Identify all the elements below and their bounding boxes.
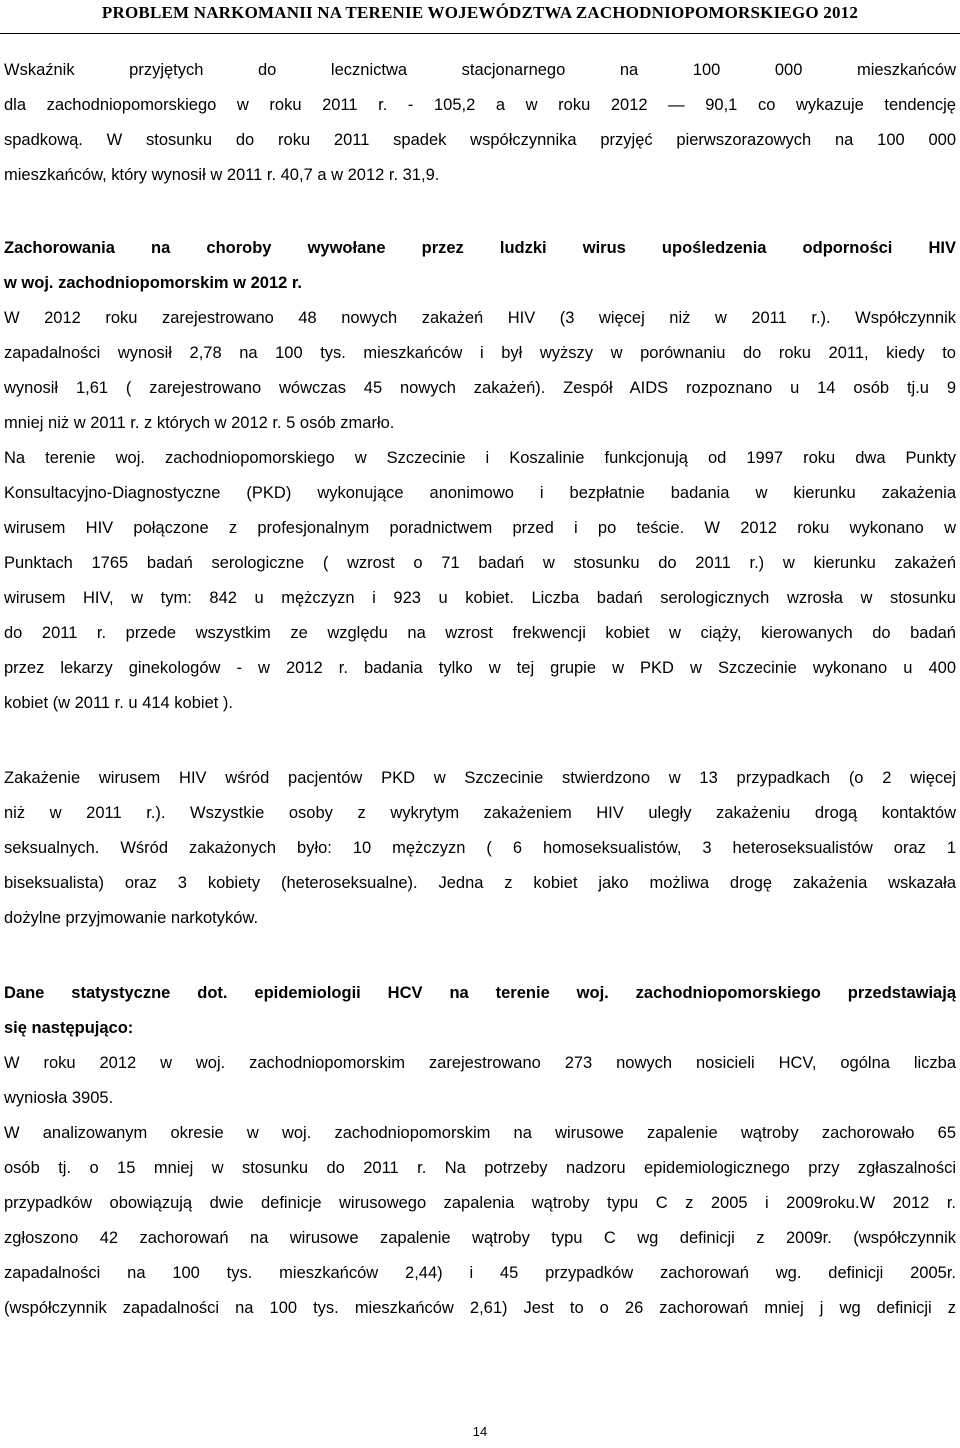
spacer	[4, 936, 956, 976]
text-line: Konsultacyjno-Diagnostyczne (PKD) wykonujące anonimowo i bezpłatnie badania w kierunku zakażenia	[4, 484, 956, 502]
heading-line: Dane statystyczne dot. epidemiologii HCV na terenie woj. zachodniopomorskiego przedstawiają	[4, 984, 956, 1002]
text-line: Na terenie woj. zachodniopomorskiego w Szczecinie i Koszalinie funkcjonują od 1997 roku dwa Punkty	[4, 449, 956, 467]
spacer	[4, 193, 956, 231]
text-line: wirusem HIV, w tym: 842 u mężczyzn i 923 u kobiet. Liczba badań serologicznych wzrosła w stosunku	[4, 589, 956, 607]
heading-line: się następująco:	[4, 1019, 134, 1037]
heading-hcv	[4, 976, 956, 1046]
text-line: zapadalności wynosił 2,78 na 100 tys. mieszkańców i był wyższy w porównaniu do roku 2011, kiedy to	[4, 344, 956, 362]
text-line: Wskaźnik przyjętych do lecznictwa stacjonarnego na 100 000 mieszkańców	[4, 61, 956, 79]
text-line: W 2012 roku zarejestrowano 48 nowych zakażeń HIV (3 więcej niż w 2011 r.). Współczynnik	[4, 309, 956, 327]
text-line: spadkową. W stosunku do roku 2011 spadek współczynnika przyjęć pierwszorazowych na 100 000	[4, 131, 956, 149]
text-line: zgłoszono 42 zachorowań na wirusowe zapalenie wątroby typu C wg definicji z 2009r. (współczynnik	[4, 1229, 956, 1247]
text-line: Punktach 1765 badań serologiczne ( wzrost o 71 badań w stosunku do 2011 r.) w kierunku zakażeń	[4, 554, 956, 572]
text-line: zapadalności na 100 tys. mieszkańców 2,44) i 45 przypadków zachorowań wg. definicji 2005r.	[4, 1264, 956, 1282]
text-line: kobiet (w 2011 r. u 414 kobiet ).	[4, 694, 233, 712]
text-line: dożylne przyjmowanie narkotyków.	[4, 909, 259, 927]
text-line: osób tj. o 15 mniej w stosunku do 2011 r. Na potrzeby nadzoru epidemiologicznego przy zgłaszalności	[4, 1159, 956, 1177]
paragraph-hcv-carriers	[4, 1046, 956, 1116]
paragraph-admissions-rate	[4, 53, 956, 193]
heading-hiv	[4, 231, 956, 301]
paragraph-pkd-infections	[4, 761, 956, 936]
text-line: niż w 2011 r.). Wszystkie osoby z wykrytym zakażeniem HIV uległy zakażeniu drogą kontaktów	[4, 804, 956, 822]
text-line: przypadków obowiązują dwie definicje wirusowego zapalenia wątroby typu C z 2005 i 2009roku.W 2012 r.	[4, 1194, 956, 1212]
text-line: biseksualista) oraz 3 kobiety (heteroseksualne). Jedna z kobiet jako możliwa drogę zakażenia wskazała	[4, 874, 956, 892]
text-line: Zakażenie wirusem HIV wśród pacjentów PKD w Szczecinie stwierdzono w 13 przypadkach (o 2 więcej	[4, 769, 956, 787]
running-header: PROBLEM NARKOMANII NA TERENIE WOJEWÓDZTWA ZACHODNIOPOMORSKIEGO 2012	[0, 0, 960, 34]
text-line: mieszkańców, który wynosił w 2011 r. 40,7 a w 2012 r. 31,9.	[4, 166, 440, 184]
text-line: wirusem HIV połączone z profesjonalnym poradnictwem przed i po teście. W 2012 roku wykonano w	[4, 519, 956, 537]
text-line: do 2011 r. przede wszystkim ze względu na wzrost frekwencji kobiet w ciąży, kierowanych do badań	[4, 624, 956, 642]
text-line: W roku 2012 w woj. zachodniopomorskim zarejestrowano 273 nowych nosicieli HCV, ogólna liczba	[4, 1054, 956, 1072]
text-line: dla zachodniopomorskiego w roku 2011 r. - 105,2 a w roku 2012 ― 90,1 co wykazuje tendencję	[4, 96, 956, 114]
heading-line: Zachorowania na choroby wywołane przez ludzki wirus upośledzenia odporności HIV	[4, 239, 956, 257]
paragraph-pkd-points	[4, 441, 956, 721]
text-line: mniej niż w 2011 r. z których w 2012 r. 5 osób zmarło.	[4, 414, 395, 432]
spacer	[4, 721, 956, 761]
text-line: seksualnych. Wśród zakażonych było: 10 mężczyzn ( 6 homoseksualistów, 3 heteroseksualistów oraz 1	[4, 839, 956, 857]
paragraph-hcv-hepatitis	[4, 1116, 956, 1326]
document-body	[4, 53, 956, 1326]
text-line: wynosił 1,61 ( zarejestrowano wówczas 45 nowych zakażeń). Zespół AIDS rozpoznano u 14 osób tj.u 9	[4, 379, 956, 397]
text-line: wyniosła 3905.	[4, 1089, 114, 1107]
text-line: (współczynnik zapadalności na 100 tys. mieszkańców 2,61) Jest to o 26 zachorowań mniej j wg definicji z	[4, 1299, 956, 1317]
text-line: przez lekarzy ginekologów - w 2012 r. badania tylko w tej grupie w PKD w Szczecinie wykonano u 400	[4, 659, 956, 677]
text-line: W analizowanym okresie w woj. zachodniopomorskim na wirusowe zapalenie wątroby zachorowało 65	[4, 1124, 956, 1142]
paragraph-hiv-cases	[4, 301, 956, 441]
page-number: 14	[472, 1424, 488, 1439]
heading-line: w woj. zachodniopomorskim w 2012 r.	[4, 274, 302, 292]
